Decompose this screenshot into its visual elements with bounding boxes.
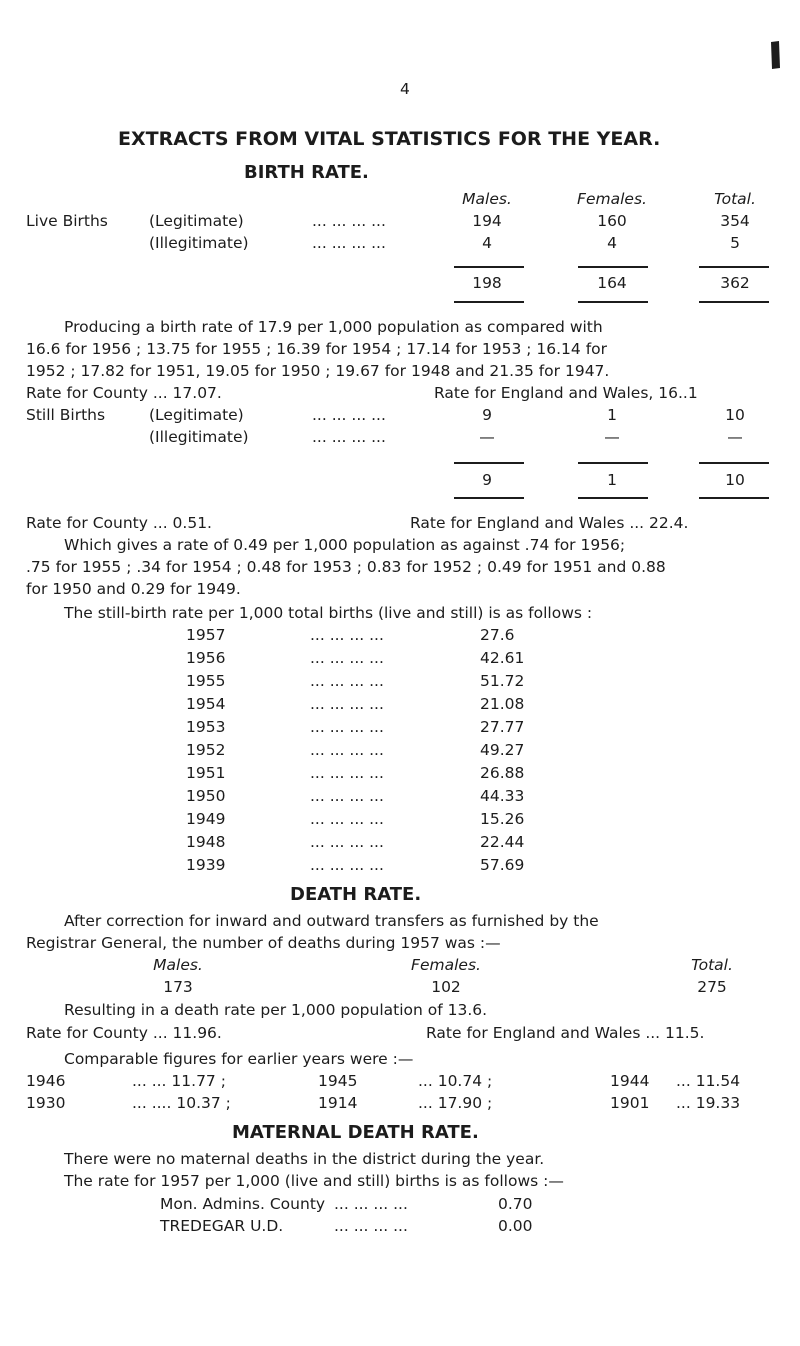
live-legit-total: 354	[720, 212, 750, 230]
birth-county-rate: Rate for County ... 17.07.	[26, 384, 222, 402]
live-total-total: 362	[720, 274, 750, 292]
still-total-males: 9	[482, 471, 492, 489]
stillbirth-year: 1955	[186, 672, 226, 690]
stillbirth-rate: 15.26	[480, 810, 525, 828]
stillbirth-dots: ... ... ... ...	[310, 649, 384, 667]
still-illegit-label: (Illegitimate)	[149, 428, 249, 446]
live-total-rule-males	[454, 301, 524, 303]
live-illegit-males: 4	[482, 234, 492, 252]
column-males: Males.	[462, 190, 512, 208]
live-legit-females: 160	[597, 212, 627, 230]
stillbirth-dots: ... ... ... ...	[310, 764, 384, 782]
column-females: Females.	[577, 190, 647, 208]
live-sum-rule-total	[699, 266, 769, 268]
live-sum-rule-males	[454, 266, 524, 268]
maternal-rate: 0.00	[498, 1217, 533, 1235]
stillbirth-year: 1949	[186, 810, 226, 828]
maternal-dots: ... ... ... ...	[334, 1195, 408, 1213]
still-legit-females: 1	[607, 406, 617, 424]
death-column-females: Females.	[411, 956, 481, 974]
live-total-females: 164	[597, 274, 627, 292]
death-paragraph-line-2: Registrar General, the number of deaths during 1957 was :—	[26, 934, 501, 952]
live-legit-males: 194	[472, 212, 502, 230]
still-sum-rule-females	[578, 462, 648, 464]
stillbirth-rate-intro: The still-birth rate per 1,000 total births (live and still) is as follows :	[64, 604, 593, 622]
still-england-rate: Rate for England and Wales ... 22.4.	[410, 514, 689, 532]
page-heading: EXTRACTS FROM VITAL STATISTICS FOR THE YEAR.	[118, 128, 661, 150]
stillbirth-rate: 22.44	[480, 833, 525, 851]
live-legit-label: (Legitimate)	[149, 212, 244, 230]
still-total-total: 10	[725, 471, 745, 489]
earlier-value: ... 17.90 ;	[418, 1094, 493, 1112]
live-total-males: 198	[472, 274, 502, 292]
stillbirth-rate: 26.88	[480, 764, 525, 782]
earlier-year: 1901	[610, 1094, 650, 1112]
earlier-year: 1930	[26, 1094, 66, 1112]
column-total: Total.	[714, 190, 756, 208]
birth-paragraph-line-2: 16.6 for 1956 ; 13.75 for 1955 ; 16.39 for 1954 ; 17.14 for 1953 ; 16.14 for	[26, 340, 608, 358]
death-rate-heading: DEATH RATE.	[290, 884, 422, 905]
stillbirth-rate: 27.6	[480, 626, 515, 644]
maternal-dots: ... ... ... ...	[334, 1217, 408, 1235]
still-legit-total: 10	[725, 406, 745, 424]
death-column-total: Total.	[691, 956, 733, 974]
death-comparable-intro: Comparable figures for earlier years were :—	[64, 1050, 414, 1068]
maternal-rate: 0.70	[498, 1195, 533, 1213]
stillbirth-year: 1950	[186, 787, 226, 805]
stillbirth-dots: ... ... ... ...	[310, 718, 384, 736]
still-illegit-females: —	[604, 428, 620, 446]
still-illegit-total: —	[727, 428, 743, 446]
stillbirth-year: 1956	[186, 649, 226, 667]
birth-paragraph-line-3: 1952 ; 17.82 for 1951, 19.05 for 1950 ; 19.67 for 1948 and 21.35 for 1947.	[26, 362, 610, 380]
live-illegit-females: 4	[607, 234, 617, 252]
birth-england-rate: Rate for England and Wales, 16..1	[434, 384, 698, 402]
still-legit-males: 9	[482, 406, 492, 424]
earlier-year: 1914	[318, 1094, 358, 1112]
maternal-death-heading: MATERNAL DEATH RATE.	[232, 1122, 479, 1143]
live-sum-rule-females	[578, 266, 648, 268]
still-births-label: Still Births	[26, 406, 106, 424]
maternal-area-label: TREDEGAR U.D.	[160, 1217, 284, 1235]
stillbirth-rate: 27.77	[480, 718, 525, 736]
maternal-paragraph-line-1: There were no maternal deaths in the district during the year.	[64, 1150, 545, 1168]
still-illegit-males: —	[479, 428, 495, 446]
live-births-label: Live Births	[26, 212, 108, 230]
maternal-area-label: Mon. Admins. County	[160, 1195, 326, 1213]
still-sum-rule-total	[699, 462, 769, 464]
still-paragraph-line-3: for 1950 and 0.29 for 1949.	[26, 580, 241, 598]
earlier-value: ... ... 11.77 ;	[132, 1072, 226, 1090]
live-total-rule-total	[699, 301, 769, 303]
stillbirth-dots: ... ... ... ...	[310, 672, 384, 690]
still-county-rate: Rate for County ... 0.51.	[26, 514, 212, 532]
still-total-rule-total	[699, 497, 769, 499]
stillbirth-dots: ... ... ... ...	[310, 626, 384, 644]
death-females-value: 102	[431, 978, 461, 996]
death-resulting-rate: Resulting in a death rate per 1,000 population of 13.6.	[64, 1001, 488, 1019]
stillbirth-year: 1957	[186, 626, 226, 644]
death-total-value: 275	[697, 978, 727, 996]
still-sum-rule-males	[454, 462, 524, 464]
still-legit-dots: ... ... ... ...	[312, 406, 386, 424]
death-county-rate: Rate for County ... 11.96.	[26, 1024, 222, 1042]
stillbirth-dots: ... ... ... ...	[310, 695, 384, 713]
still-total-females: 1	[607, 471, 617, 489]
still-total-rule-females	[578, 497, 648, 499]
stillbirth-year: 1939	[186, 856, 226, 874]
stillbirth-year: 1953	[186, 718, 226, 736]
earlier-year: 1945	[318, 1072, 358, 1090]
stillbirth-year: 1954	[186, 695, 226, 713]
stillbirth-rate: 49.27	[480, 741, 525, 759]
death-males-value: 173	[163, 978, 193, 996]
still-legit-label: (Legitimate)	[149, 406, 244, 424]
stillbirth-dots: ... ... ... ...	[310, 856, 384, 874]
stillbirth-rate: 42.61	[480, 649, 525, 667]
stillbirth-year: 1951	[186, 764, 226, 782]
death-column-males: Males.	[153, 956, 203, 974]
earlier-value: ... .... 10.37 ;	[132, 1094, 231, 1112]
still-paragraph-line-2: .75 for 1955 ; .34 for 1954 ; 0.48 for 1953 ; 0.83 for 1952 ; 0.49 for 1951 and 0.88	[26, 558, 666, 576]
earlier-value: ... 11.54	[676, 1072, 741, 1090]
page-number: 4	[400, 80, 410, 98]
earlier-year: 1944	[610, 1072, 650, 1090]
maternal-paragraph-line-2: The rate for 1957 per 1,000 (live and still) births is as follows :—	[64, 1172, 564, 1190]
live-legit-dots: ... ... ... ...	[312, 212, 386, 230]
live-illegit-total: 5	[730, 234, 740, 252]
stillbirth-rate: 57.69	[480, 856, 525, 874]
stillbirth-rate: 44.33	[480, 787, 525, 805]
earlier-year: 1946	[26, 1072, 66, 1090]
death-england-rate: Rate for England and Wales ... 11.5.	[426, 1024, 705, 1042]
page-corner-mark-icon	[768, 40, 782, 70]
stillbirth-rate: 21.08	[480, 695, 525, 713]
earlier-value: ... 19.33	[676, 1094, 741, 1112]
stillbirth-dots: ... ... ... ...	[310, 810, 384, 828]
live-illegit-label: (Illegitimate)	[149, 234, 249, 252]
earlier-value: ... 10.74 ;	[418, 1072, 493, 1090]
death-paragraph-line-1: After correction for inward and outward transfers as furnished by the	[64, 912, 599, 930]
stillbirth-dots: ... ... ... ...	[310, 741, 384, 759]
still-total-rule-males	[454, 497, 524, 499]
stillbirth-year: 1952	[186, 741, 226, 759]
live-illegit-dots: ... ... ... ...	[312, 234, 386, 252]
live-total-rule-females	[578, 301, 648, 303]
still-illegit-dots: ... ... ... ...	[312, 428, 386, 446]
birth-rate-heading: BIRTH RATE.	[244, 162, 369, 183]
stillbirth-rate: 51.72	[480, 672, 525, 690]
stillbirth-year: 1948	[186, 833, 226, 851]
still-paragraph-line-1: Which gives a rate of 0.49 per 1,000 population as against .74 for 1956;	[64, 536, 626, 554]
stillbirth-dots: ... ... ... ...	[310, 833, 384, 851]
birth-paragraph-line-1: Producing a birth rate of 17.9 per 1,000 population as compared with	[64, 318, 603, 336]
stillbirth-dots: ... ... ... ...	[310, 787, 384, 805]
